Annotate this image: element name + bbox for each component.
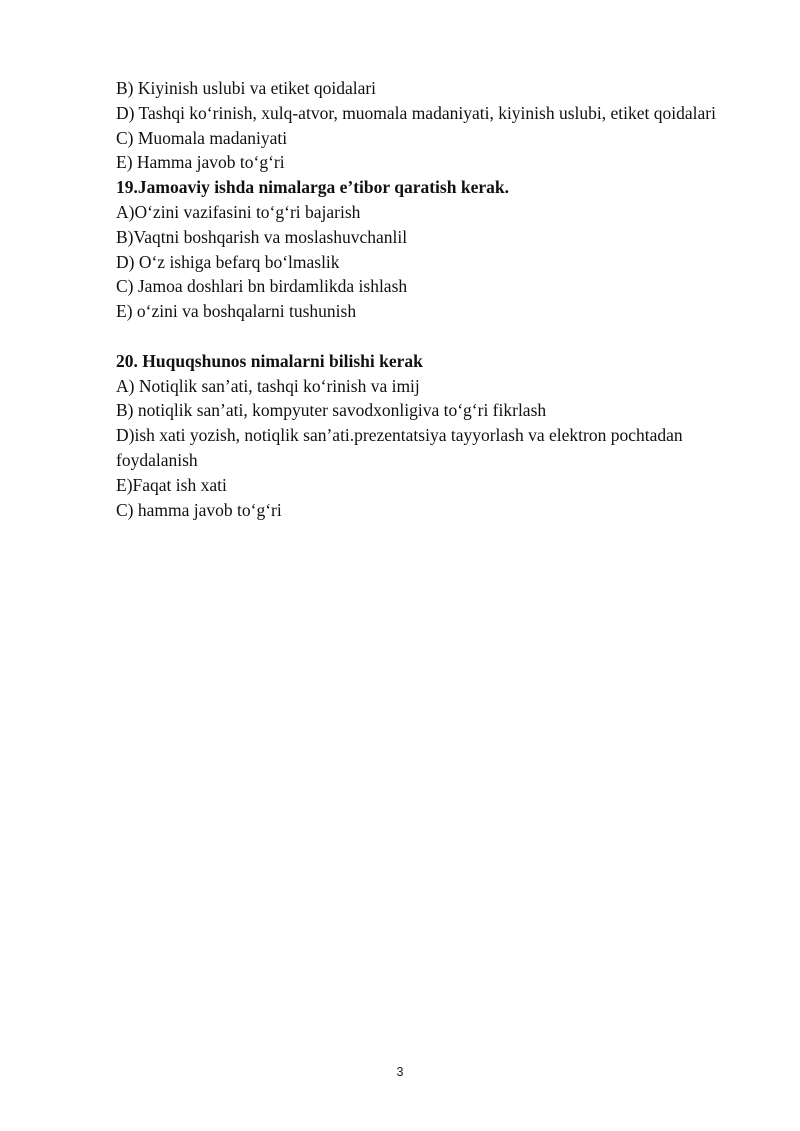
option-d-prev: D) Tashqi ko‘rinish, xulq-atvor, muomala madaniyati, kiyinish uslubi, etiket qoidalari <box>116 102 716 123</box>
q19-option-c: C) Jamoa doshlari bn birdamlikda ishlash <box>116 276 408 297</box>
q19-option-d: D) O‘z ishiga befarq bo‘lmaslik <box>116 251 340 272</box>
q20-option-d: D)ish xati yozish, notiqlik san’ati.prezentatsiya tayyorlash va elektron pochtadan foydalanish <box>116 425 683 470</box>
page-number: 3 <box>396 1065 404 1079</box>
option-c-prev: C) Muomala madaniyati <box>116 127 288 148</box>
q20-option-b: B) notiqlik san’ati, kompyuter savodxonligiva to‘g‘ri fikrlash <box>116 400 547 421</box>
option-b-prev: B) Kiyinish uslubi va etiket qoidalari <box>116 78 377 98</box>
blank-line <box>116 324 736 349</box>
q20-option-a: A) Notiqlik san’ati, tashqi ko‘rinish va imij <box>116 375 420 396</box>
q20-option-c: C) hamma javob to‘g‘ri <box>116 499 282 520</box>
q19-option-a: A)O‘zini vazifasini to‘g‘ri bajarish <box>116 201 361 222</box>
q19-option-b: B)Vaqtni boshqarish va moslashuvchanlil <box>116 226 408 247</box>
question-20-title: 20. Huquqshunos nimalarni bilishi kerak <box>116 350 423 371</box>
option-e-prev: E) Hamma javob to‘g‘ri <box>116 152 285 173</box>
question-19-title: 19.Jamoaviy ishda nimalarga e’tibor qaratish kerak. <box>116 177 509 198</box>
q20-option-e: E)Faqat ish xati <box>116 474 227 495</box>
q19-option-e: E) o‘zini va boshqalarni tushunish <box>116 301 357 322</box>
page-content <box>116 76 736 522</box>
